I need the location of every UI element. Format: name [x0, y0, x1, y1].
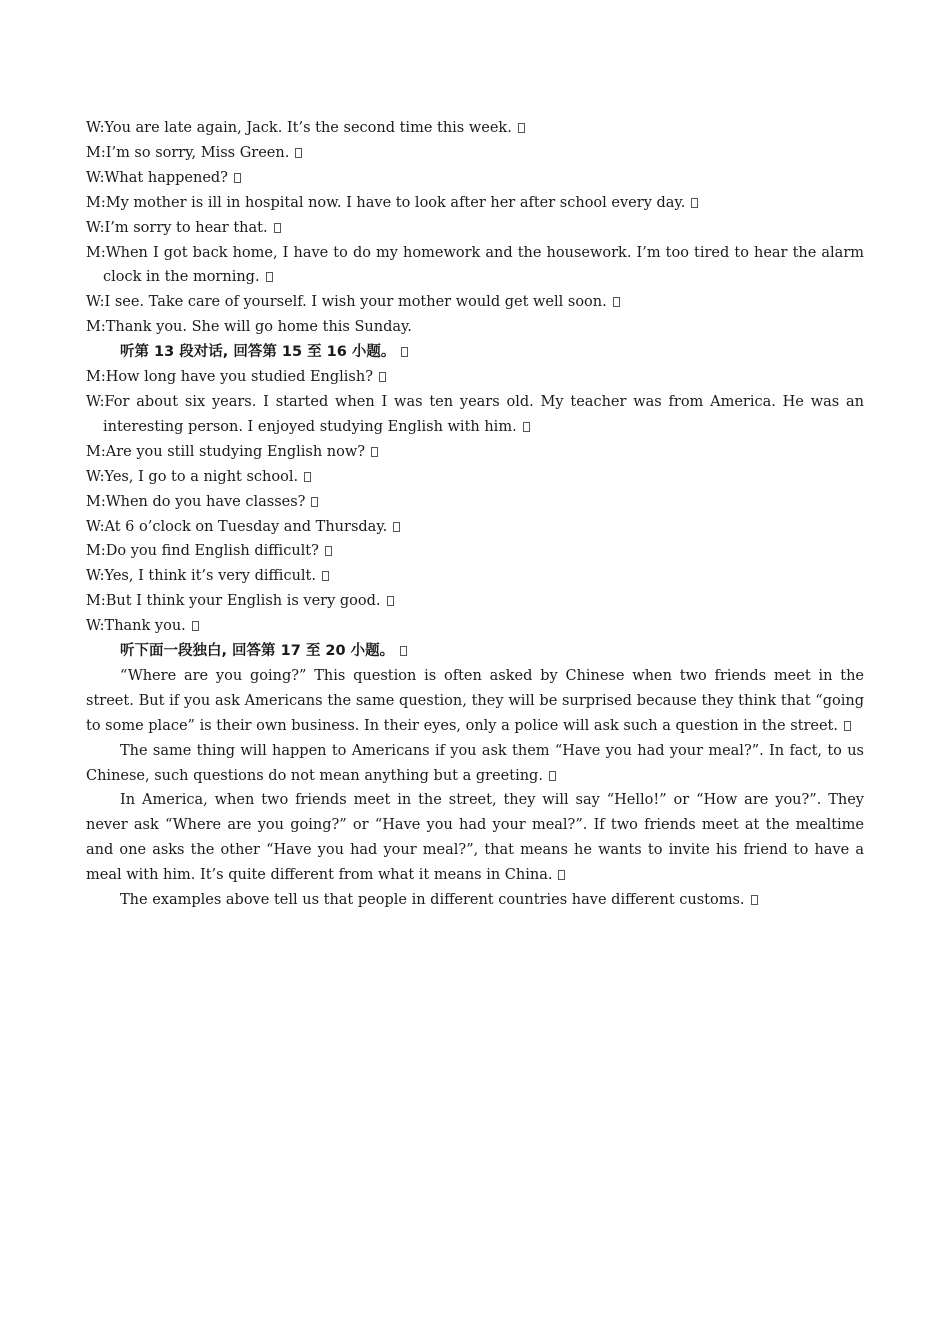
placeholder-box-icon	[234, 173, 241, 183]
dialogue-line: M:How long have you studied English?	[86, 365, 864, 390]
placeholder-box-icon	[523, 422, 530, 432]
placeholder-box-icon	[691, 198, 698, 208]
section-heading: 听下面一段独白, 回答第 17 至 20 小题。	[86, 639, 864, 664]
dialogue-line: M:My mother is ill in hospital now. I have to look after her after school every day.	[86, 191, 864, 216]
dialogue-line: M:But I think your English is very good.	[86, 589, 864, 614]
dialogue-line: W:I’m sorry to hear that.	[86, 216, 864, 241]
placeholder-box-icon	[558, 870, 565, 880]
document-page	[86, 116, 864, 913]
placeholder-box-icon	[401, 347, 408, 357]
placeholder-box-icon	[311, 497, 318, 507]
dialogue-line: M:I’m so sorry, Miss Green.	[86, 141, 864, 166]
dialogue-line: M:When do you have classes?	[86, 490, 864, 515]
placeholder-box-icon	[371, 447, 378, 457]
dialogue-line: M:Do you find English difficult?	[86, 539, 864, 564]
dialogue-line: W:Thank you.	[86, 614, 864, 639]
placeholder-box-icon	[266, 272, 273, 282]
placeholder-box-icon	[518, 123, 525, 133]
dialogue-line: W:You are late again, Jack. It’s the second time this week.	[86, 116, 864, 141]
dialogue-line: M:Thank you. She will go home this Sunday.	[86, 319, 412, 336]
monologue-paragraph: The same thing will happen to Americans if you ask them “Have you had your meal?”. In fact, to us Chinese, such questions do not mean anything but a greeting.	[86, 742, 864, 784]
placeholder-box-icon	[322, 571, 329, 581]
placeholder-box-icon	[379, 372, 386, 382]
placeholder-box-icon	[751, 895, 758, 905]
placeholder-box-icon	[274, 223, 281, 233]
placeholder-box-icon	[549, 771, 556, 781]
dialogue-line: W:Yes, I think it’s very difficult.	[86, 564, 864, 589]
dialogue-line: W:For about six years. I started when I was ten years old. My teacher was from America. He was an interesting person. I enjoyed studying English with him.	[86, 393, 864, 435]
dialogue-line: M:When I got back home, I have to do my homework and the housework. I’m too tired to hear the alarm clock in the morning.	[86, 244, 864, 286]
placeholder-box-icon	[325, 546, 332, 556]
placeholder-box-icon	[400, 646, 407, 656]
placeholder-box-icon	[304, 472, 311, 482]
placeholder-box-icon	[295, 148, 302, 158]
dialogue-line: W:What happened?	[86, 166, 864, 191]
placeholder-box-icon	[393, 522, 400, 532]
dialogue-line: W:At 6 o’clock on Tuesday and Thursday.	[86, 515, 864, 540]
monologue-paragraph: “Where are you going?” This question is often asked by Chinese when two friends meet in the street. But if you ask Americans the same question, they will be surprised because they think that “going to some place” is their own business. In their eyes, only a police will ask such a question in the street.	[86, 667, 864, 734]
dialogue-line: M:Are you still studying English now?	[86, 440, 864, 465]
placeholder-box-icon	[192, 621, 199, 631]
placeholder-box-icon	[387, 596, 394, 606]
monologue-paragraph: The examples above tell us that people in different countries have different customs.	[86, 888, 864, 913]
dialogue-line: W:I see. Take care of yourself. I wish your mother would get well soon.	[86, 290, 864, 315]
placeholder-box-icon	[613, 297, 620, 307]
section-heading: 听第 13 段对话, 回答第 15 至 16 小题。	[86, 340, 864, 365]
placeholder-box-icon	[844, 721, 851, 731]
monologue-paragraph: In America, when two friends meet in the street, they will say “Hello!” or “How are you?”. They never ask “Where are you going?” or “Have you had your meal?”. If two friends meet at the mealtime and one asks the other “Have you had your meal?”, that means he wants to invite his friend to have a meal with him. It’s quite different from what it means in China.	[86, 792, 864, 884]
dialogue-line: W:Yes, I go to a night school.	[86, 465, 864, 490]
